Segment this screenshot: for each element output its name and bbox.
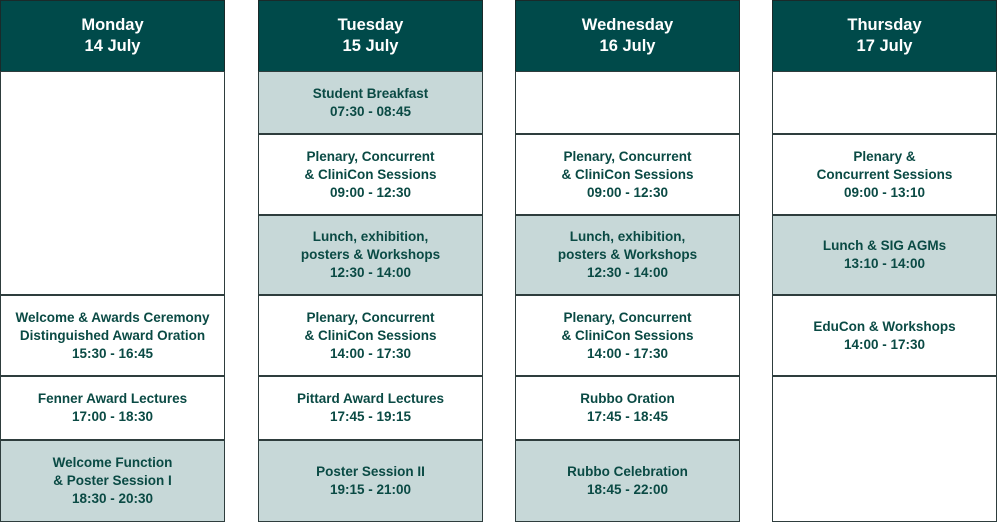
schedule-cell: Poster Session II 19:15 - 21:00 [258,440,483,522]
column-monday [0,0,225,522]
schedule-cell: Rubbo Celebration 18:45 - 22:00 [515,440,740,522]
schedule-cell: Plenary & Concurrent Sessions 09:00 - 13:10 [772,134,997,215]
schedule-cell: Rubbo Oration 17:45 - 18:45 [515,376,740,440]
empty-cell [772,376,997,522]
column-wednesday [515,0,740,522]
schedule-cell: Welcome & Awards Ceremony Distinguished Award Oration 15:30 - 16:45 [0,295,225,376]
day-date: 17 July [856,37,913,55]
empty-cell [0,71,225,295]
day-header-thursday [772,0,997,72]
schedule-cell: Plenary, Concurrent & CliniCon Sessions 14:00 - 17:30 [515,295,740,376]
day-name: Wednesday [581,16,674,34]
schedule-cell: Lunch, exhibition, posters & Workshops 12:30 - 14:00 [515,215,740,295]
column-thursday [772,0,997,522]
day-name: Thursday [847,16,922,34]
schedule-cell: EduCon & Workshops 14:00 - 17:30 [772,295,997,376]
empty-cell [772,71,997,134]
schedule-cell: Pittard Award Lectures 17:45 - 19:15 [258,376,483,440]
schedule-cell: Lunch, exhibition, posters & Workshops 12:30 - 14:00 [258,215,483,295]
day-header-tuesday [258,0,483,72]
schedule-cell: Lunch & SIG AGMs 13:10 - 14:00 [772,215,997,295]
schedule-cell: Plenary, Concurrent & CliniCon Sessions 09:00 - 12:30 [258,134,483,215]
day-date: 15 July [342,37,399,55]
schedule-cell: Fenner Award Lectures 17:00 - 18:30 [0,376,225,440]
schedule-cell: Plenary, Concurrent & CliniCon Sessions 14:00 - 17:30 [258,295,483,376]
schedule-cell: Plenary, Concurrent & CliniCon Sessions 09:00 - 12:30 [515,134,740,215]
day-header-wednesday [515,0,740,72]
schedule-cell: Student Breakfast 07:30 - 08:45 [258,71,483,134]
schedule-cell: Welcome Function & Poster Session I 18:30 - 20:30 [0,440,225,522]
day-date: 14 July [84,37,141,55]
day-name: Monday [81,16,144,34]
day-name: Tuesday [337,16,404,34]
day-header-monday [0,0,225,72]
column-tuesday [258,0,483,522]
day-date: 16 July [599,37,656,55]
empty-cell [515,71,740,134]
